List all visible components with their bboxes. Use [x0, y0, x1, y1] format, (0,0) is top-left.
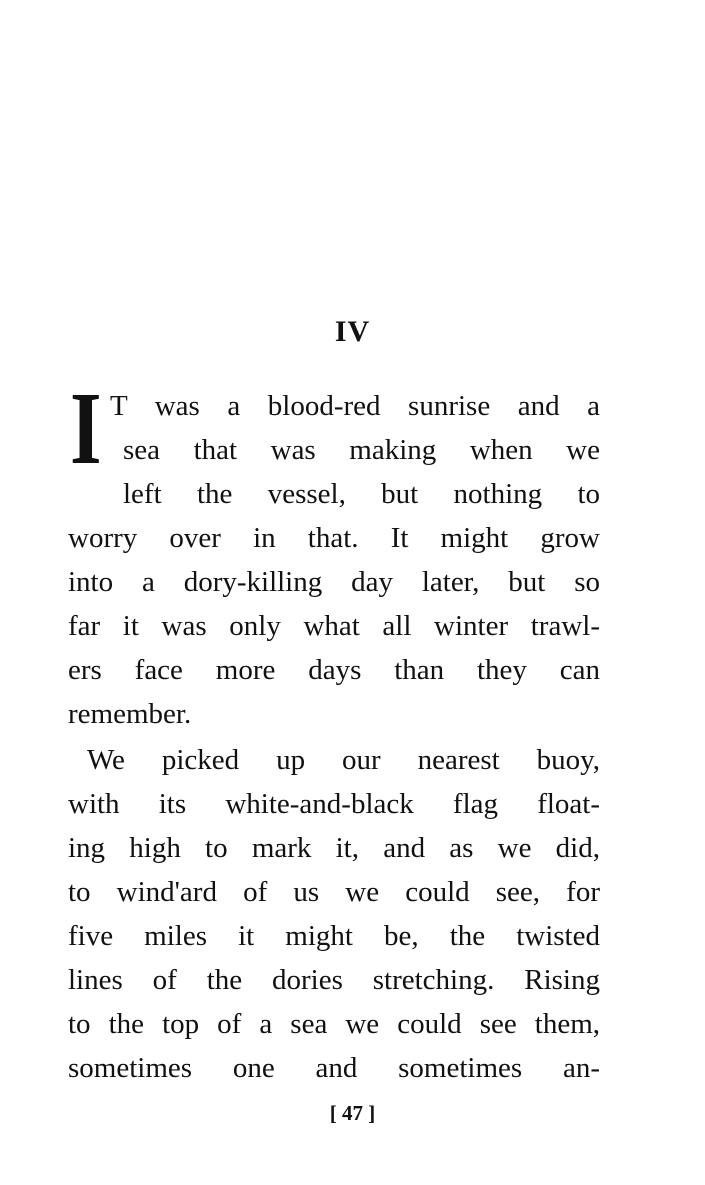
chapter-heading: IV: [334, 315, 371, 348]
body-line: ing high to mark it, and as we did,: [68, 832, 600, 864]
body-line: sometimes one and sometimes an-: [68, 1052, 600, 1084]
body-line: lines of the dories stretching. Rising: [68, 964, 600, 996]
drop-cap: I: [70, 371, 102, 486]
body-line: to the top of a sea we could see them,: [68, 1008, 600, 1040]
body-line: worry over in that. It might grow: [68, 522, 600, 554]
body-line: far it was only what all winter trawl-: [68, 610, 600, 642]
body-line: We picked up our nearest buoy,: [87, 744, 600, 776]
body-line: ers face more days than they can: [68, 654, 600, 686]
body-line: with its white-and-black flag float-: [68, 788, 600, 820]
body-line: remember.: [68, 698, 192, 730]
body-line: into a dory-killing day later, but so: [68, 566, 600, 598]
body-line: five miles it might be, the twisted: [68, 920, 600, 952]
body-line: to wind'ard of us we could see, for: [68, 876, 600, 908]
body-line: left the vessel, but nothing to: [123, 478, 600, 510]
page-number: [ 47 ]: [329, 1101, 376, 1125]
body-line: T was a blood-red sunrise and a: [110, 390, 600, 422]
body-line: sea that was making when we: [123, 434, 600, 466]
